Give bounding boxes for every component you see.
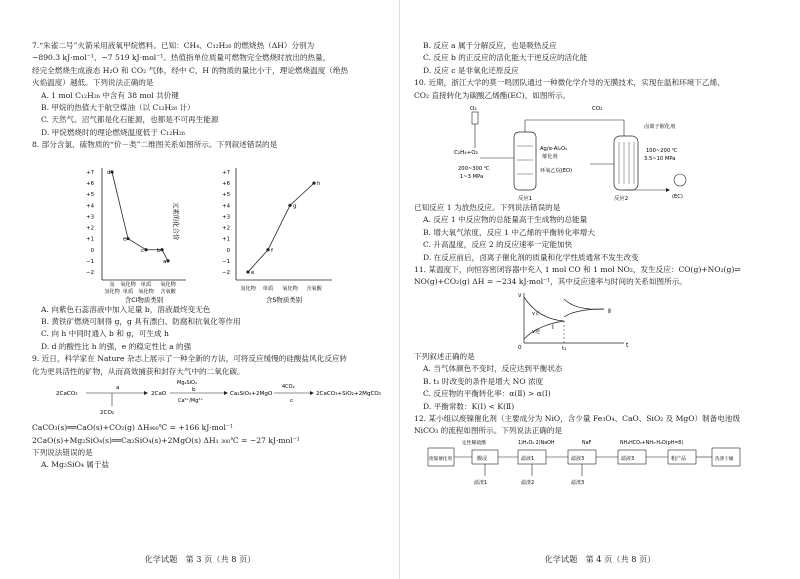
ec-arrow-head — [666, 188, 670, 192]
q8-option-d: D. d 的酸性比 h 的强，e 的稳定性比 a 的强 — [41, 341, 192, 351]
q7-option-d: D. 甲烷燃烧时的理论燃烧温度低于 C₁₂H₂₆ — [41, 127, 185, 137]
s-point-label: h — [317, 180, 321, 187]
y-tick-label: +2 — [222, 225, 230, 232]
cl-axis-title: 含Cl物质类别 — [124, 295, 164, 304]
q10-ask: 已知反应 1 为放热反应。下列说法错误的是 — [414, 203, 561, 213]
y-tick-label: +1 — [86, 236, 94, 243]
q8-stem: 8. 部分含氯、硫物质的“价－类”二维图关系如图所示。下列叙述错误的是 — [32, 140, 278, 150]
cl-category-label: 单质 — [122, 288, 134, 295]
left-column — [32, 40, 382, 472]
s-category-label: 单质 — [262, 285, 274, 292]
scheme-s3: Ca₂SiO₄+2MgO — [230, 391, 273, 398]
q9-scheme — [32, 378, 382, 422]
y-tick-label: −1 — [86, 258, 94, 265]
v-reverse-curve-1 — [524, 321, 564, 339]
q11-option-b: B. t₁ 时改变的条件是增大 NO 浓度 — [423, 376, 544, 386]
flow-reagent-2: 1)H₂O₂ 2)NaOH — [518, 440, 555, 446]
co2-pipe — [525, 120, 624, 136]
diag-cat2: 卤离子催化剂 — [644, 124, 676, 131]
scheme-s2: 2CaO — [151, 391, 167, 398]
q7-line: 7.“朱雀二号”火箭采用液氧甲烷燃料。已知：CH₄、C₁₂H₂₆ 的燃烧热（ΔH）分别为 — [32, 41, 315, 50]
cl-category-label: 氧化物 — [160, 281, 176, 288]
q9-scheme-svg — [32, 378, 382, 422]
q11-option-c: C. 反应物的平衡转化率：α(Ⅱ) > α(Ⅰ) — [423, 389, 551, 399]
y-tick-label: −2 — [86, 269, 94, 276]
cl-point-label: c — [141, 247, 145, 254]
diag-r1: 反应1 — [518, 196, 533, 203]
q9-option-d: D. 反应 c 是非氧化还原反应 — [423, 65, 519, 75]
question-11 — [414, 264, 770, 413]
q11-ask: 下列叙述正确的是 — [414, 351, 475, 361]
q10-process-diagram — [414, 102, 770, 202]
s-data-point — [288, 203, 291, 206]
flow-reagent-1: 定性稀硫酸 — [462, 440, 486, 446]
scheme-out: 2CO₂ — [100, 410, 115, 417]
cl-data-point — [110, 170, 113, 173]
flow-residue-1: 滤渣1 — [474, 479, 488, 486]
y-tick-label: +4 — [222, 202, 230, 209]
s-data-point — [312, 181, 315, 184]
cl-category-label: 含氧酸 — [160, 288, 176, 295]
y-tick-label: +5 — [86, 191, 94, 198]
q9-eq1: CaCO₃(s)══CaO(s)+CO₂(g) ΔH₉₀₀℃ = +166 kJ·mol⁻¹ — [32, 423, 233, 433]
q9-option-a: A. Mg₂SiO₄ 属于盐 — [41, 460, 110, 470]
s-point-label: e — [251, 269, 255, 276]
flow-end: 洗涤干燥 — [715, 456, 734, 462]
flow-step-4: 滤液3 — [621, 455, 635, 462]
reactor-1 — [514, 132, 536, 190]
o2-cylinder — [472, 112, 478, 124]
y-tick-label: +2 — [86, 225, 94, 232]
arrow-b-head — [224, 391, 228, 395]
y-tick-label: 0 — [226, 247, 230, 254]
q9-line: 9. 近日，科学家在 Nature 杂志上展示了一种全新的方法，可将反应缓慢的硅酸盐风化反应转 — [32, 354, 348, 364]
scheme-s1: 2CaCO₃ — [56, 391, 78, 398]
q12-line: 12. 某小组以废镍催化剂（主要成分为 NiO，含少量 Fe₃O₄、CaO、SiO₂ 及 MgO）制备电池级 — [414, 413, 741, 423]
diag-cat1b: 催化剂 — [542, 154, 558, 161]
y-tick-label: −2 — [222, 269, 230, 276]
q11-rate-graph — [414, 289, 770, 351]
cl-category-label: 氢化物 — [104, 288, 120, 295]
diag-ec: (EC) — [672, 194, 683, 201]
question-8 — [32, 139, 382, 353]
graph-origin: 0 — [518, 344, 522, 351]
flow-step-3: 滤液3 — [571, 455, 585, 462]
q10-option-a: A. 反应 1 中反应物的总能量高于生成物的总能量 — [423, 215, 588, 225]
q9-eq2: 2CaO(s)+Mg₂SiO₄(s)══Ca₂SiO₄(s)+2MgO(s) ΔH₁ ₃₀₀℃ = −27 kJ·mol⁻¹ — [32, 435, 300, 445]
y-tick-label: +1 — [222, 236, 230, 243]
question-7 — [32, 40, 382, 139]
s-category-label: 含氧酸 — [306, 285, 322, 292]
question-10 — [414, 77, 770, 264]
page-4 — [400, 0, 800, 579]
graph-x-label: t — [626, 341, 629, 349]
q8-option-c: C. 向 h 中同时通入 b 和 g，可生成 h — [41, 329, 169, 339]
q9-ask: 下列说法错误的是 — [32, 447, 93, 457]
cl-category-label: 氧化物 — [138, 288, 154, 295]
flow-start: 废镍催化剂 — [429, 456, 452, 462]
valence-class-chart — [32, 152, 382, 304]
y-tick-label: −1 — [222, 258, 230, 265]
s-data-point — [266, 248, 269, 251]
q7-line: 经完全燃烧生成液态 H₂O 和 CO₂ 气体，经中 C、H 的物质的量比小于，理论燃烧温度（绝热 — [32, 65, 349, 75]
flow-step-2: 滤液1 — [521, 455, 535, 462]
cl-point-label: d — [107, 169, 111, 176]
q11-graph-svg — [414, 289, 770, 351]
diag-cond2: 100~200 ℃ — [646, 148, 678, 155]
flow-residue-3: 滤渣3 — [571, 479, 585, 486]
cl-category-label: 氢 — [109, 281, 115, 288]
right-column — [414, 40, 770, 490]
scheme-b: b — [192, 387, 196, 394]
q10-option-c: C. 升高温度，反应 2 的反应速率一定能加快 — [423, 240, 573, 250]
q10-option-b: B. 增大氧气浓度，反应 1 中乙烯的平衡转化率增大 — [423, 227, 595, 237]
q11-option-d: D. 平衡常数：K(Ⅰ) < K(Ⅱ) — [423, 401, 515, 411]
graph-y-label: v — [518, 291, 522, 299]
y-tick-label: +3 — [222, 214, 230, 221]
question-12 — [414, 413, 770, 490]
arrow-c-head — [310, 391, 314, 395]
q7-line: 火焰温度）越低。下列说法正确的是 — [32, 78, 154, 88]
question-9 — [32, 353, 382, 471]
q12-flowchart — [414, 438, 770, 490]
s-series-line — [248, 183, 314, 272]
q8-option-a: A. 向紫色石蕊溶液中加入足量 b，溶液最终变无色 — [41, 304, 211, 314]
diag-cond1: 200~300 ℃ — [458, 166, 490, 173]
s-data-point — [246, 270, 249, 273]
diag-cond1b: 1~3 MPa — [460, 174, 484, 181]
graph-vn: v逆 — [532, 328, 540, 335]
y-tick-label: +7 — [86, 169, 94, 176]
scheme-c: c — [290, 398, 294, 405]
cl-category-label: 单质 — [140, 281, 152, 288]
diag-cond2b: 3.5~10 MPa — [644, 156, 676, 163]
graph-vz: v正 — [532, 310, 540, 317]
v-reverse-curve-2 — [564, 309, 604, 317]
cl-data-point — [144, 248, 147, 251]
y-tick-label: +7 — [222, 169, 230, 176]
graph-t1: t₁ — [562, 345, 567, 351]
q10-option-d: D. 在反应前后，卤离子催化剂的质量和化学性质通常不发生改变 — [423, 252, 639, 262]
diag-r2: 反应2 — [614, 196, 629, 203]
cl-point-label: b — [157, 247, 161, 254]
y-tick-label: 0 — [90, 247, 94, 254]
flow-step-1: 酸浸 — [477, 455, 488, 462]
v-forward-curve-1 — [524, 297, 564, 321]
page-4-footer: 化学试题 第 4 页（共 8 页） — [544, 554, 656, 564]
flow-step-5: 粗产品 — [671, 455, 687, 462]
cl-category-label: 氧化物 — [120, 281, 136, 288]
q8-option-b: B. 黄铁矿燃烧可制得 g，g 具有漂白、防腐和抗氧化等作用 — [41, 317, 241, 327]
diag-co2: CO₂ — [592, 106, 603, 113]
q10-line: CO₂ 直接转化为碳酸乙烯酯(EC)，如图所示。 — [414, 90, 571, 100]
diag-cat1: Ag/α-Al₂O₃ — [540, 146, 568, 153]
diag-prod1: 环氧乙烷(EO) — [540, 168, 573, 175]
y-tick-label: +3 — [86, 214, 94, 221]
s-axis-title: 含S物质类别 — [265, 295, 303, 304]
scheme-s4: 2CaCO₃+SiO₂+2MgCO₃ — [316, 391, 382, 398]
v-forward-curve-2 — [564, 299, 604, 309]
reactor-2 — [614, 136, 638, 190]
cl-data-point — [166, 259, 169, 262]
ec-molecule — [674, 174, 686, 186]
s-point-label: g — [293, 202, 297, 209]
s-category-label: 氧化物 — [282, 285, 298, 292]
flow-reagent-4: NH₄HCO₃+NH₃·H₂O(pH=8) — [620, 440, 684, 446]
cl-point-label: e — [123, 236, 127, 243]
q10-line: 10. 近期，浙江大学的莫一鸣团队通过一种微化学介导的无膜技术，实现在温和环境下乙烯、 — [414, 78, 725, 88]
valence-chart-svg — [32, 152, 382, 304]
q10-diagram-svg — [414, 102, 770, 202]
diag-feed: C₂H₄+O₂ — [454, 150, 478, 157]
y-tick-label: +4 — [86, 202, 94, 209]
y-tick-label: +6 — [86, 180, 94, 187]
cl-point-label: a — [163, 258, 167, 265]
q9-option-c: C. 反应 b 的正反应的活化能大于逆反应的活化能 — [423, 53, 588, 63]
q11-option-a: A. 当气体颜色不变时，反应达到平衡状态 — [423, 364, 563, 374]
q7-option-c: C. 天然气、沼气都是化石能源，也都是不可再生能源 — [41, 115, 219, 125]
graph-label-2: Ⅱ — [608, 307, 611, 315]
q9-line: 化为更具活性的矿物，从而高效捕获和封存大气中的二氧化碳。 — [32, 366, 245, 376]
q7-option-a: A. 1 mol C₁₂H₂₆ 中含有 38 mol 共价键 — [41, 90, 179, 100]
s-category-label: 氢化物 — [240, 285, 256, 292]
s-point-label: f — [271, 247, 273, 254]
flow-residue-2: 滤渣2 — [521, 479, 535, 486]
chart-y-label: 元素的化合价 — [172, 201, 180, 240]
q7-line: −890.3 kJ·mol⁻¹、−7 519 kJ·mol⁻¹。热值指单位质量可燃物完全燃烧时放出的热量， — [32, 53, 331, 63]
cl-data-point — [160, 248, 163, 251]
q7-option-b: B. 甲烷的热值大于航空煤油（以 C₁₂H₂₆ 计） — [41, 103, 195, 113]
q9-option-b: B. 反应 a 属于分解反应，也是吸热反应 — [423, 41, 557, 50]
graph-label-1: Ⅰ — [552, 323, 554, 331]
flow-reagent-3: NaF — [582, 440, 592, 446]
q12-line: NiCO₃ 的流程如图所示。下列说法正确的是 — [414, 426, 563, 436]
scheme-sub: Ca²⁺/Mg²⁺ — [178, 398, 204, 405]
diag-o2: O₂ — [470, 106, 477, 113]
q11-line: 11. 某温度下，向恒容密闭容器中充入 1 mol CO 和 1 mol NO₂，发生反应：CO(g)+NO₂(g)⇌ — [414, 265, 741, 275]
y-tick-label: +5 — [222, 191, 230, 198]
q12-flow-svg — [414, 438, 770, 490]
q11-line: NO(g)+CO₂(g) ΔH = −234 kJ·mol⁻¹，其中反应速率与时间的关系如图所示。 — [414, 277, 687, 287]
scheme-mg: Mg₂SiO₄ — [177, 380, 197, 387]
arrow-a-head — [144, 391, 148, 395]
scheme-a: a — [116, 385, 120, 392]
y-tick-label: +6 — [222, 180, 230, 187]
cl-data-point — [126, 237, 129, 240]
scheme-co2: 4CO₂ — [282, 384, 295, 391]
page-3-footer: 化学试题 第 3 页（共 8 页） — [144, 554, 256, 564]
